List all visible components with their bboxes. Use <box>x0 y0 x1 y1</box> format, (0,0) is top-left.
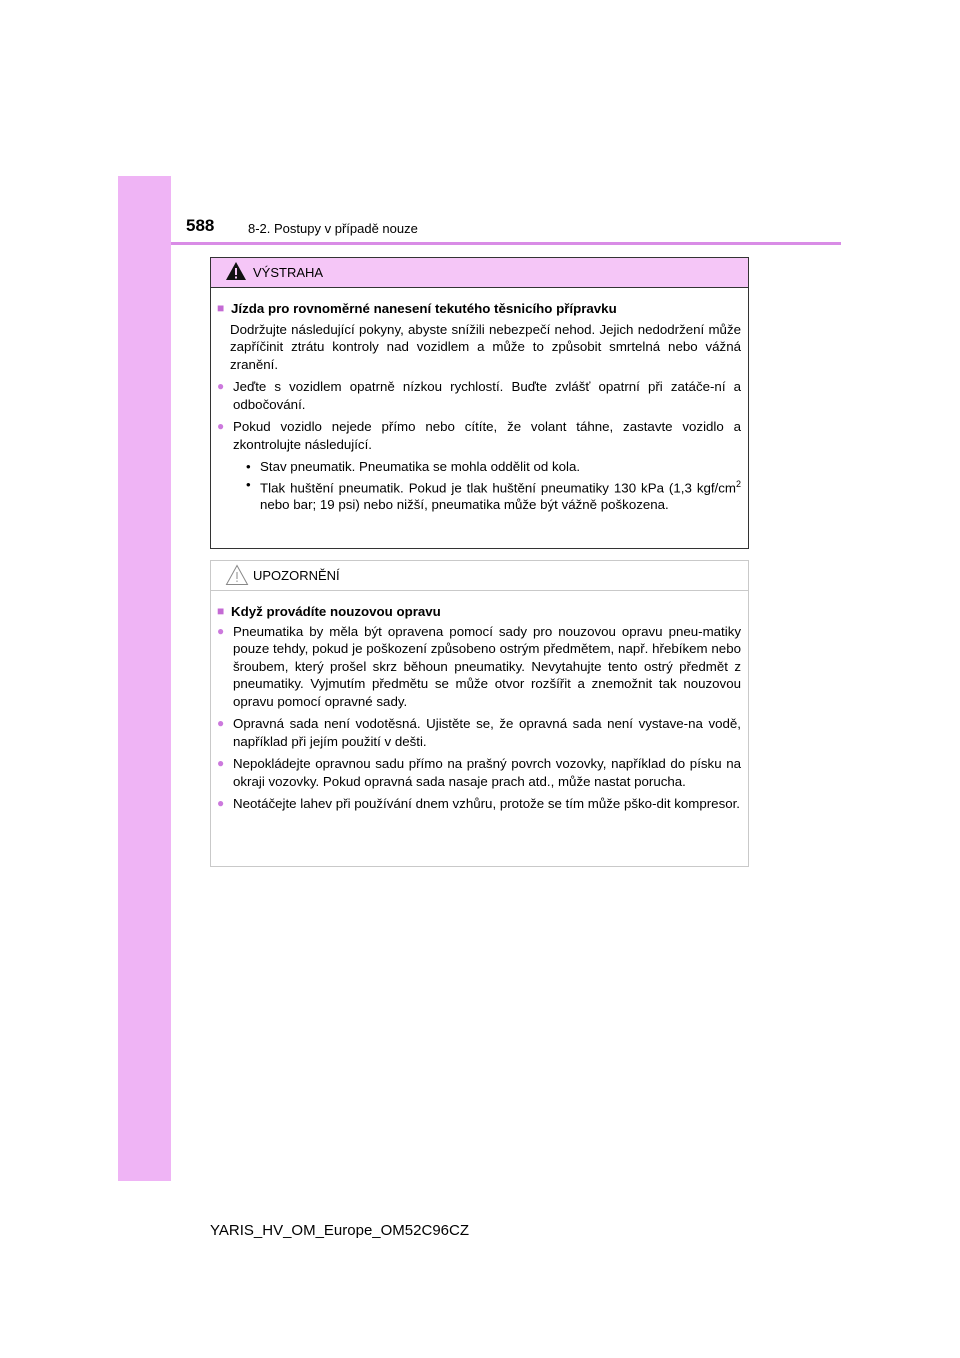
caution-triangle-icon <box>225 564 249 586</box>
list-item-text: Jeďte s vozidlem opatrně nízkou rychlostí. Buďte zvlášť opatrní při zatáče-ní a odbočování. <box>233 379 741 412</box>
circle-bullet-icon: ● <box>217 796 225 810</box>
circle-bullet-icon: ● <box>217 419 225 433</box>
circle-bullet-icon: ● <box>217 379 225 393</box>
list-item <box>217 715 741 750</box>
list-item-text: Opravná sada není vodotěsná. Ujistěte se, že opravná sada není vystave-na vodě, například při jejím použití v dešti. <box>233 716 741 749</box>
caution-header <box>211 561 748 591</box>
warning-heading-text: Jízda pro rovnoměrné nanesení tekutého těsnicího přípravku <box>231 301 617 316</box>
list-item-text: Neotáčejte lahev při používání dnem vzhůru, protože se tím může pško-dit kompresor. <box>233 796 741 811</box>
caution-heading-text: Když provádíte nouzovou opravu <box>231 604 441 619</box>
sub-list-item <box>246 476 741 514</box>
page-number: 588 <box>186 216 215 235</box>
caution-label: UPOZORNĚNÍ <box>253 568 340 583</box>
warning-box <box>210 257 749 549</box>
list-item-text: Pneumatika by měla být opravena pomocí sady pro nouzovou opravu pneu-matiky pouze tehdy, pokud je poškození způsobeno ostrým předmětem, např. hřebíkem nebo šroubem, který prošel skrz běhoun pneumatiky. Nevytahujte tento ostrý předmět z pneumatiky. Vyjmutím předmětu se může otvor rozšířit a znemožnit tak nouzovou opravu pomocí opravné sady. <box>233 623 741 709</box>
list-item <box>217 795 741 813</box>
warning-heading <box>217 300 741 318</box>
section-title: 8-2. Postupy v případě nouze <box>248 221 418 236</box>
caution-box <box>210 560 749 867</box>
sub-list-item-text: Stav pneumatik. Pneumatika se mohla oddělit od kola. <box>260 459 581 474</box>
list-item <box>217 418 741 453</box>
side-tab <box>118 176 171 1181</box>
caution-body <box>211 591 748 813</box>
header-divider <box>171 242 841 245</box>
list-item <box>217 623 741 711</box>
warning-label: VÝSTRAHA <box>253 265 324 280</box>
sub-list-item <box>246 458 741 476</box>
list-item <box>217 755 741 790</box>
dot-bullet: • <box>246 476 251 492</box>
warning-body <box>211 288 748 514</box>
warning-header <box>211 258 748 288</box>
list-item-text: Nepokládejte opravnou sadu přímo na prašný povrch vozovky, například do písku na okraji vozovky. Pokud opravná sada nasaje prach atd., může nastat porucha. <box>233 756 741 789</box>
warning-triangle-icon <box>225 261 247 281</box>
circle-bullet-icon: ● <box>217 623 225 638</box>
document-id: YARIS_HV_OM_Europe_OM52C96CZ <box>210 1222 469 1239</box>
warning-intro: Dodržujte následující pokyny, abyste snížili nebezpečí nehod. Jejich nedodržení může zapříčinit ztrátu kontroly nad vozidlem a může to způsobit smrtelná nebo vážná zranění. <box>230 321 741 372</box>
circle-bullet-icon: ● <box>217 716 225 730</box>
square-bullet-icon: ■ <box>217 301 225 315</box>
list-item-text: Pokud vozidlo nejede přímo nebo cítíte, že volant táhne, zastavte vozidlo a zkontrolujte následující. <box>233 419 741 452</box>
list-item <box>217 378 741 413</box>
caution-heading <box>217 603 741 621</box>
circle-bullet-icon: ● <box>217 756 225 770</box>
square-bullet-icon: ■ <box>217 604 225 618</box>
sub-list-item-text: Tlak huštění pneumatik. Pokud je tlak huštění pneumatiky 130 kPa (1,3 kgf/$cm^2$ nebo bar; 19 psi) nebo nižší, pneumatika může být vážně poškozena. <box>260 478 741 513</box>
dot-bullet: • <box>246 459 251 474</box>
